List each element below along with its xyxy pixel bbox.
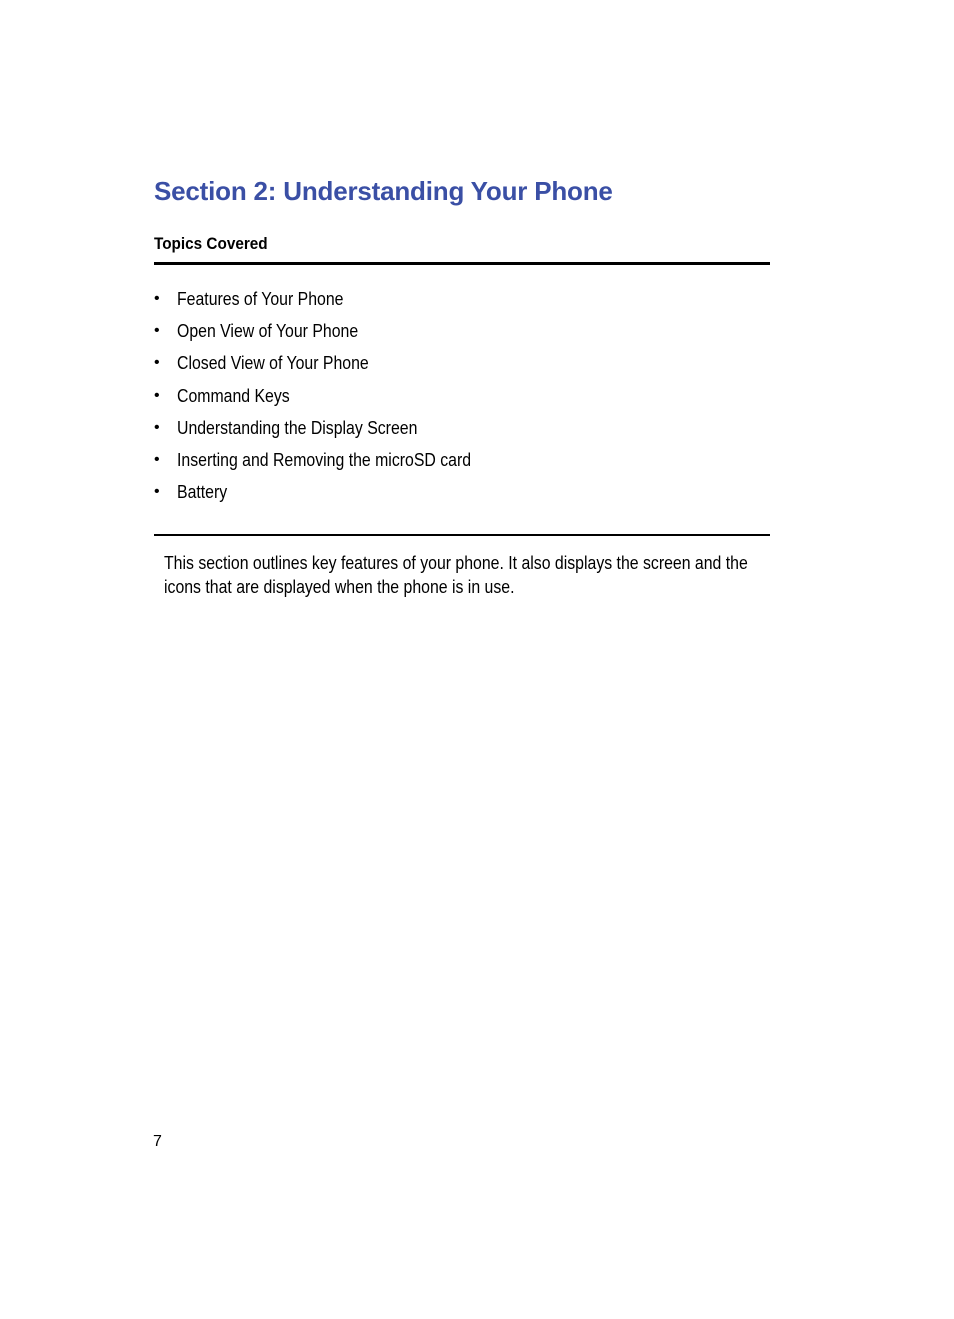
list-item-text: Open View of Your Phone: [177, 321, 359, 342]
page-number: 7: [153, 1133, 162, 1150]
list-item: [154, 383, 511, 415]
bullet-icon: •: [154, 418, 160, 436]
bullet-icon: •: [154, 322, 160, 340]
list-item: [154, 415, 511, 447]
list-item: [154, 318, 511, 350]
heading-divider: [154, 262, 770, 265]
list-item: [154, 286, 511, 318]
section-title: Section 2: Understanding Your Phone: [154, 176, 613, 206]
bullet-icon: •: [154, 354, 160, 372]
list-item-text: Command Keys: [177, 385, 290, 406]
list-item-text: Understanding the Display Screen: [177, 417, 418, 438]
topics-list: [154, 286, 511, 511]
bullet-icon: •: [154, 483, 160, 501]
list-item-text: Features of Your Phone: [177, 289, 344, 309]
list-item-text: Inserting and Removing the microSD card: [177, 449, 472, 470]
list-item-text: Battery: [177, 482, 228, 503]
list-item-text: Closed View of Your Phone: [177, 353, 369, 374]
bullet-icon: •: [154, 386, 160, 404]
bullet-icon: •: [154, 450, 160, 468]
intro-paragraph: This section outlines key features of your phone. It also displays the screen and the icons that are displayed when the phone is in use.: [164, 553, 748, 597]
topics-heading: Topics Covered: [154, 234, 268, 253]
list-divider: [154, 534, 770, 536]
list-item: [154, 447, 511, 479]
list-item: [154, 350, 511, 382]
list-item: [154, 479, 511, 511]
bullet-icon: •: [154, 290, 160, 307]
